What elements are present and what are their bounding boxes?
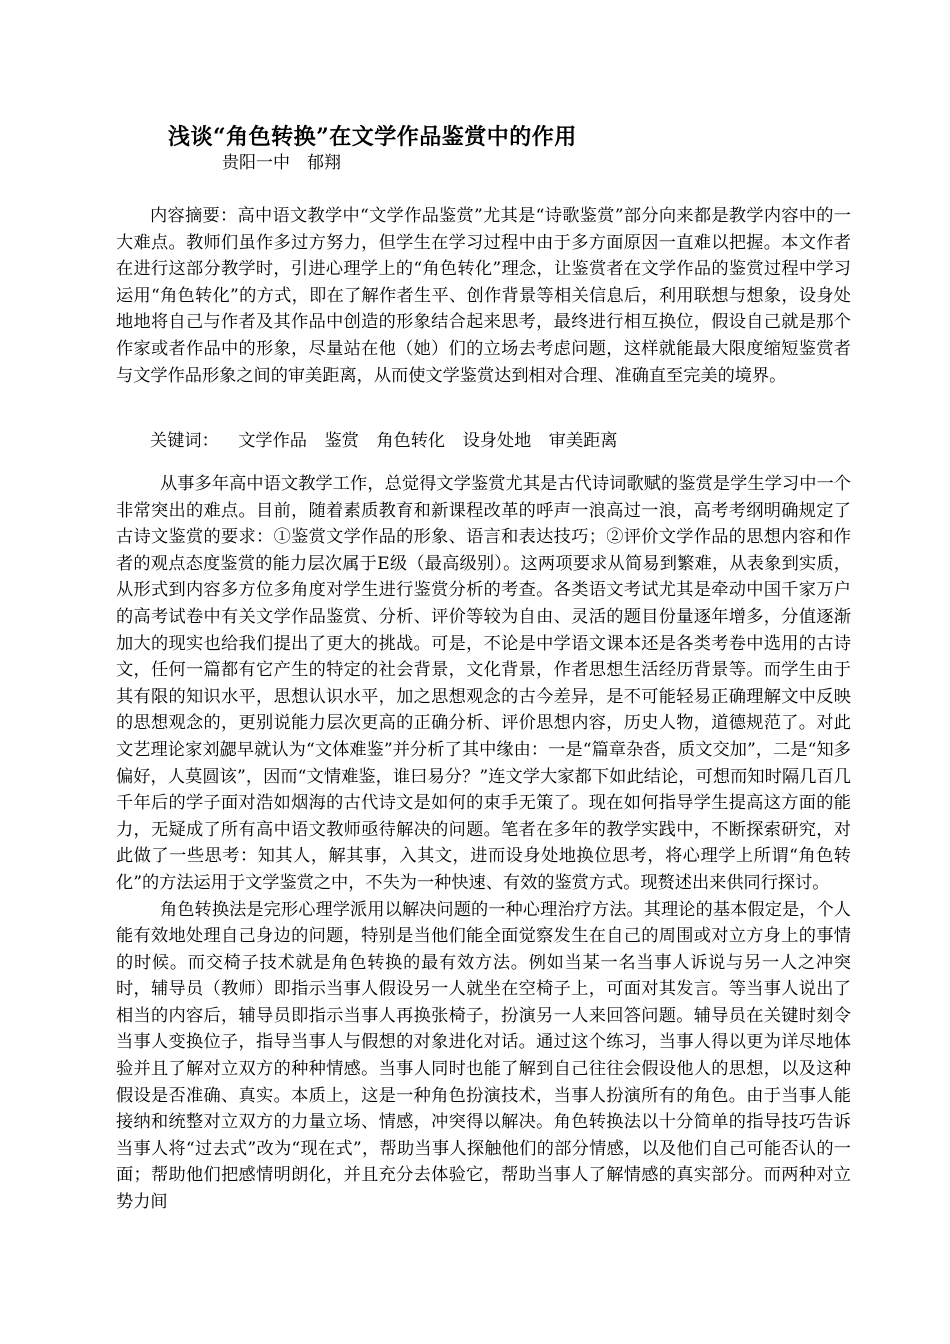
abstract-paragraph: 内容摘要：高中语文教学中“文学作品鉴赏”尤其是“诗歌鉴赏”部分向来都是教学内容中的一大难点。教师们虽作多过方努力，但学生在学习过程中由于多方面原因一直难以把握。本文作者在进行这部分教学时，引进心理学上的“角色转化”理念，让鉴赏者在文学作品的鉴赏过程中学习运用“角色转化”的方式，即在了解作者生平、创作背景等相关信息后，利用联想与想象，设身处地地将自己与作者及其作品中创造的形象结合起来思考，最终进行相互换位，假设自己就是那个作家或者作品中的形象，尽量站在他（她）们的立场去考虑问题，这样就能最大限度缩短鉴赏者与文学作品形象之间的审美距离，从而使文学鉴赏达到相对合理、准确直至完美的境界。 bbox=[116, 206, 851, 386]
body-paragraph: 角色转换法是完形心理学派用以解决问题的一种心理治疗方法。其理论的基本假定是，个人能有效地处理自己身边的问题，特别是当他们能全面觉察发生在自己的周围或对立方身上的事情的时候。而交椅子技术就是角色转换的最有效方法。例如当某一名当事人诉说与另一人之冲突时，辅导员（教师）即指示当事人假设另一人就坐在空椅子上，可面对其发言。等当事人说出了相当的内容后，辅导员即指示当事人再换张椅子，扮演另一人来回答问题。辅导员在关键时刻令当事人变换位子，指导当事人与假想的对象进化对话。通过这个练习，当事人得以更为详尽地体验并且了解对立双方的种种情感。当事人同时也能了解到自己往往会假设他人的思想，以及这种假设是否准确、真实。本质上，这是一种角色扮演技术，当事人扮演所有的角色。由于当事人能接纳和统整对立双方的力量立场、情感，冲突得以解决。角色转换法以十分简单的指导技巧告诉当事人将“过去式”改为“现在式”，帮助当事人探触他们的部分情感，以及他们自己可能否认的一面；帮助他们把感情明朗化，并且充分去体验它，帮助当事人了解情感的真实部分。而两种对立势力间 bbox=[116, 899, 851, 1213]
keywords-line bbox=[150, 426, 630, 451]
keywords-label: 关键词： bbox=[150, 431, 219, 451]
body-paragraph: 从事多年高中语文教学工作，总觉得文学鉴赏尤其是古代诗词歌赋的鉴赏是学生学习中一个非常突出的难点。目前，随着素质教育和新课程改革的呼声一浪高过一浪，高考考纲明确规定了古诗文鉴赏的要求：①鉴赏文学作品的形象、语言和表达技巧；②评价文学作品的思想内容和作者的观点态度鉴赏的能力层次属于E级（最高级别）。这两项要求从简易到繁难，从表象到实质，从形式到内容多方位多角度对学生进行鉴赏分析的考查。各类语文考试尤其是牵动中国千家万户的高考试卷中有关文学作品鉴赏、分析、评价等较为自由、灵活的题目份量逐年增多，分值逐渐加大的现实也给我们提出了更大的挑战。可是，不论是中学语文课本还是各类考卷中选用的古诗文，任何一篇都有它产生的特定的社会背景，文化背景，作者思想生活经历背景等。而学生由于其有限的知识水平，思想认识水平，加之思想观念的古今差异，是不可能轻易正确理解文中反映的思想观念的，更别说能力层次更高的正确分析、评价思想内容，历史人物，道德规范了。对此文艺理论家刘勰早就认为“文体难鉴”并分析了其中缘由：一是“篇章杂沓，质文交加”，二是“知多偏好，人莫圆该”，因而“文情难鉴，谁曰易分？”连文学大家都下如此结论，可想而知时隔几百几千年后的学子面对浩如烟海的古代诗文是如何的束手无策了。现在如何指导学生提高这方面的能力，无疑成了所有高中语文教师亟待解决的问题。笔者在多年的教学实践中，不断探索研究，对此做了一些思考：知其人，解其事，入其文，进而设身处地换位思考，将心理学上所谓“角色转化”的方法运用于文学鉴赏之中，不失为一种快速、有效的鉴赏方式。现赘述出来供同行探讨。 bbox=[116, 474, 851, 893]
body-text bbox=[116, 471, 851, 1216]
author-line: 贵阳一中 郁翔 bbox=[222, 153, 341, 173]
document-title: 浅谈“角色转换”在文学作品鉴赏中的作用 bbox=[168, 124, 577, 150]
keyword: 鉴赏 bbox=[324, 431, 359, 451]
keyword: 审美距离 bbox=[548, 431, 618, 451]
keyword: 角色转化 bbox=[376, 431, 446, 451]
keyword: 文学作品 bbox=[238, 431, 307, 451]
keyword: 设身处地 bbox=[462, 431, 532, 451]
